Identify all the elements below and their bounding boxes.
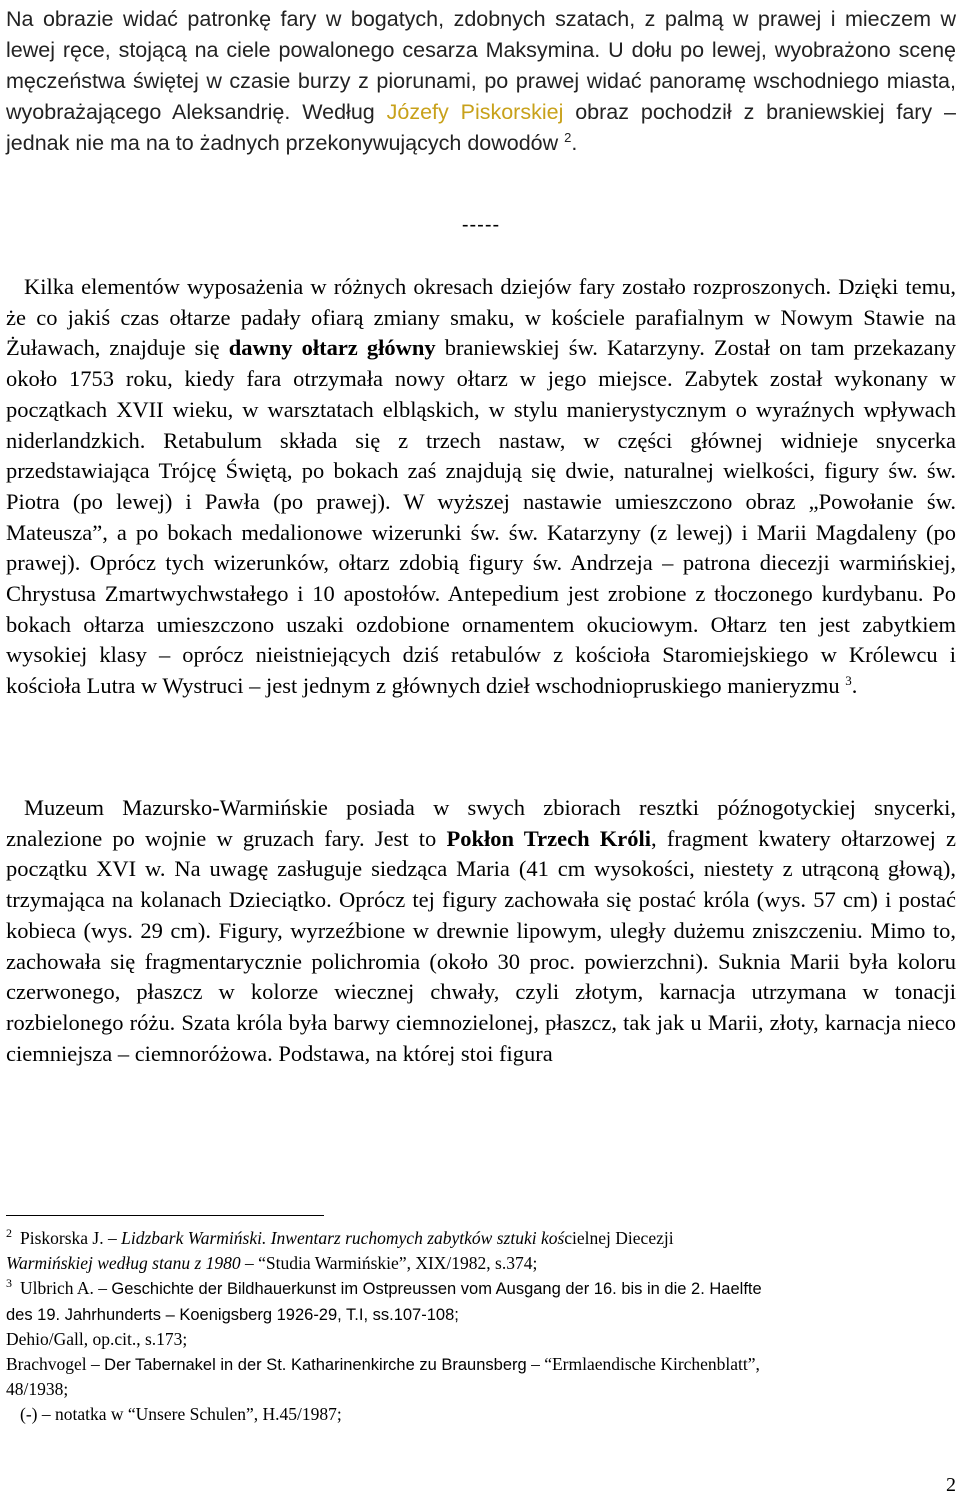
section-separator: -----	[461, 214, 501, 236]
footnote-text: 48/1938;	[6, 1379, 69, 1399]
footnote-title: Warmińskiej według stanu z 1980	[6, 1252, 241, 1273]
footnote-text: Geschichte der Bildhauerkunst im Ostpreussen vom Ausgang der 16. bis in die 2. Haelfte	[111, 1280, 762, 1298]
footnote-text: Ulbrich A. –	[20, 1278, 112, 1298]
footnote-text: des 19. Jahrhunderts –	[6, 1305, 180, 1324]
highlighted-name: Józefy Piskorskiej	[386, 100, 564, 124]
period: .	[851, 673, 858, 699]
footnote-ref-2[interactable]: 2	[564, 130, 572, 145]
paragraph-painting-description	[6, 4, 956, 159]
paragraph-altar	[6, 272, 956, 702]
footnote-ref-3[interactable]: 3	[845, 673, 852, 689]
paragraph-text: , fragment kwatery ołtarzowej z początku XVI w. Na uwagę zasługuje siedząca Maria (41 cm wysokości, niestety z utrąconą głową), trzymająca na kolanach Dzieciątko. Oprócz tej figury zachowała się postać króla (wys. 57 cm) i postać kobieca (wys. 29 cm). Figury, wyrzeźbione w drewnie lipowym, uległy dużemu zniszczeniu. Mimo to, zachowała się fragmentarycznie polichromia (około 30 proc. powierzchni). Suknia Marii była koloru czerwonego, płaszcz w kolorze wiecznej chwały, czyli złotym, karnacja utrzymana w tonacji rozbielonego różu. Szata króla była barwy ciemnozielonej, płaszcz, tak jak u Marii, złoty, karnacja nieco ciemniejsza – ciemnoróżowa. Podstawa, na której stoi figura	[6, 825, 956, 1066]
paragraph-text: Kilka elementów wyposażenia w różnych okresach dziejów fary zostało rozproszonych. Dzięki temu, że co jakiś czas ołtarze padały ofiarą zmiany smaku, w kościele parafialnym w Nowym Stawie na Żuławach, znajduje się	[6, 274, 956, 361]
paragraph-text: Na obrazie widać patronkę fary w bogatych, zdobnych szatach, z palmą w prawej i mieczem w lewej ręce, stojącą na ciele powalonego cesarza Maksymina. U dołu po lewej, wyobrażono scenę męczeństwa świętej w czasie burzy z piorunami, po prawej widać panoramę wschodniego miasta, wyobrażającego Aleksandrię. Według	[6, 7, 956, 124]
footnote-divider	[6, 1215, 324, 1216]
footnote-3: 3 Ulbrich A. – Geschichte der Bildhauerkunst im Ostpreussen vom Ausgang der 16. bis in die 2. Haelfte des 19. Jahrhunderts – Koenigsberg 1926-29, T.I, ss.107-108; Dehio/Gall, op.cit., s.173; Brachvogel – Der Tabernakel in der St. Katharinenkirche zu Braunsberg – “Ermlaendische Kirchenblatt”, 48/1938; (-) – notatka w “Unsere Schulen”, H.45/1987;	[6, 1276, 762, 1424]
footnote-text: cielnej Diecezji	[564, 1228, 674, 1248]
page-number: 2	[946, 1474, 956, 1496]
footnote-text: Dehio/Gall, op.cit., s.173;	[6, 1329, 188, 1349]
footnote-text: Koenigsberg 1926-29, T.I, ss.107-108;	[179, 1305, 459, 1324]
footnote-text: Brachvogel –	[6, 1353, 105, 1374]
footnote-text: – “Studia Warmińskie”, XIX/1982, s.374;	[240, 1252, 538, 1273]
bold-phrase: Pokłon Trzech Króli	[446, 825, 652, 851]
paragraph-text: braniewskiej św. Katarzyny. Został on tam przekazany około 1753 roku, kiedy fara otrzymała nowy ołtarz w jego miejsce. Zabytek został wykonany w początkach XVII wieku, w warsztatach elbląskich, w stylu manierystycznym o wyraźnych wpływach niderlandzkich. Retabulum składa się z trzech nastaw, w części głównej widnieje snycerka przedstawiająca Trójcę Świętą, po bokach zaś znajdują się dwie, naturalnej wielkości, figury św. św. Piotra (po lewej) i Pawła (po prawej). W wyższej nastawie umieszczono obraz „Powołanie św. Mateusza”, a po bokach medalionowe wizerunki św. św. Katarzyny (z lewej) i Marii Magdaleny (po prawej). Oprócz tych wizerunków, ołtarz zdobią figury św. Andrzeja – patrona diecezji warmińskiej, Chrystusa Zmartwychwstałego i 10 apostołów. Antepedium jest zrobione z tłoczonego kurdybanu. Po bokach ołtarza umieszczono uszaki ozdobione ornamentem okuciowym. Ołtarz ten jest zabytkiem wysokiej klasy – oprócz nieistniejących dziś retabulów z kościoła Staromiejskiego w Królewcu i kościoła Lutra w Wystruci – jest jednym z głównych dzieł wschodniopruskiego manieryzmu	[6, 335, 956, 699]
paragraph-text: Muzeum Mazursko-Warmińskie posiada w swych zbiorach resztki późnogotyckiej snycerki, znalezione po wojnie w gruzach fary. Jest to	[6, 795, 956, 851]
bold-phrase: dawny ołtarz główny	[228, 335, 436, 361]
footnote-title: Lidzbark Warmiński. Inwentarz ruchomych zabytków sztuki koś	[121, 1228, 565, 1248]
footnote-text: Piskorska J. –	[20, 1228, 122, 1248]
footnote-2: 2 Piskorska J. – Lidzbark Warmiński. Inwentarz ruchomych zabytków sztuki kościelnej Diecezji Warmińskiej według stanu z 1980 – “Studia Warmińskie”, XIX/1982, s.374;	[6, 1226, 674, 1273]
paragraph-text: obraz pochodził z braniewskiej fary – jednak nie ma na to żadnych przekonywujących dowodów	[6, 100, 957, 155]
footnote-text: – “Ermlaendische Kirchenblatt”,	[526, 1353, 760, 1374]
paragraph-museum	[6, 793, 956, 1069]
footnote-text: Der Tabernakel in der St. Katharinenkirche zu Braunsberg	[104, 1355, 527, 1374]
period: .	[571, 131, 578, 155]
footnote-text: (-) – notatka w “Unsere Schulen”, H.45/1987;	[20, 1403, 342, 1424]
